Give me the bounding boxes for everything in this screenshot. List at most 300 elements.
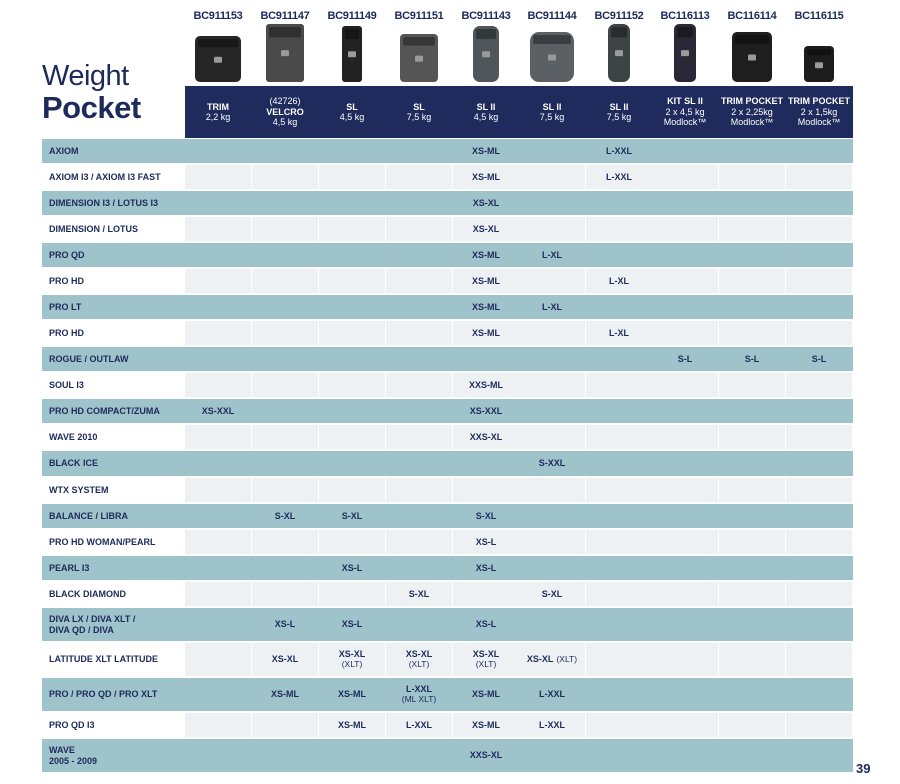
size-cell [453, 678, 519, 711]
size-cell [719, 295, 785, 319]
size-cell [252, 678, 318, 711]
size-cell [185, 269, 251, 293]
product-code: BC911147 [260, 10, 310, 22]
table-row [42, 321, 853, 345]
size-cell [519, 295, 585, 319]
size-cell [386, 556, 452, 580]
size-range: XS-XL [472, 197, 500, 208]
product-code: BC911152 [594, 10, 644, 22]
product-header-cell [453, 86, 519, 138]
size-cell [185, 191, 251, 215]
size-cell [453, 425, 519, 449]
size-range: XS-XL [338, 649, 366, 660]
size-note: (ML XLT) [401, 693, 437, 704]
size-cell [319, 451, 385, 476]
size-cell [519, 556, 585, 580]
size-cell [386, 399, 452, 423]
product-spec-line2: 4,5 kg [339, 112, 365, 122]
size-cell [586, 295, 652, 319]
row-label: BLACK DIAMOND [49, 588, 126, 599]
product-spec-line3: Modlock™ [730, 117, 774, 128]
size-cell [386, 295, 452, 319]
size-note: (XLT) [341, 658, 363, 669]
size-cell [386, 217, 452, 241]
size-range: L-XXL [406, 719, 432, 730]
size-cell [185, 373, 251, 397]
size-cell [386, 347, 452, 371]
size-cell [652, 504, 718, 528]
size-cell [185, 165, 251, 189]
size-cell [652, 678, 718, 711]
size-cell [252, 373, 318, 397]
size-cell [185, 504, 251, 528]
size-cell [786, 478, 852, 502]
size-range: XS-ML [472, 719, 500, 730]
size-range: XS-XL [271, 654, 299, 665]
weight-pocket-icon [319, 24, 385, 82]
size-cell [319, 321, 385, 345]
size-cell [519, 504, 585, 528]
product-spec-line2: 7,5 kg [539, 112, 565, 122]
size-cell [719, 347, 785, 371]
table-row [42, 139, 853, 163]
size-cell [453, 217, 519, 241]
size-cell [453, 451, 519, 476]
size-range: XS-XXL [469, 405, 503, 416]
weight-pocket-icon [652, 24, 718, 82]
size-range: S-XL [408, 588, 430, 599]
size-cell [652, 269, 718, 293]
size-cell [386, 478, 452, 502]
size-cell [586, 451, 652, 476]
product-code: BC116114 [727, 10, 777, 22]
product-header-cell [319, 86, 385, 138]
weight-pocket-image [519, 24, 585, 82]
table-row [42, 295, 853, 319]
size-cell [386, 504, 452, 528]
size-cell [586, 530, 652, 554]
size-range: L-XL [542, 301, 562, 312]
weight-pocket-icon [386, 24, 452, 82]
weight-pocket-icon [185, 24, 251, 82]
row-label: WAVE 2005 - 2009 [49, 745, 98, 766]
size-cell [652, 165, 718, 189]
size-cell [185, 713, 251, 737]
product-spec-line2: 2 x 4,5 kg [665, 106, 705, 117]
size-cell [453, 739, 519, 772]
size-cell [652, 451, 718, 476]
table-row [42, 217, 853, 241]
size-range: XXS-XL [469, 750, 503, 761]
size-cell [786, 347, 852, 371]
size-cell [319, 165, 385, 189]
size-cell [786, 608, 852, 641]
size-cell [453, 478, 519, 502]
weight-pocket-image [453, 24, 519, 82]
size-cell [786, 373, 852, 397]
table-row [42, 269, 853, 293]
size-range: XS-ML [472, 145, 500, 156]
size-range: XS-ML [472, 301, 500, 312]
size-note: (XLT) [408, 658, 430, 669]
size-cell [185, 347, 251, 371]
weight-pocket-icon [252, 24, 318, 82]
size-cell [185, 451, 251, 476]
table-row [42, 451, 853, 476]
size-cell [319, 504, 385, 528]
size-note: (XLT) [556, 654, 578, 665]
size-cell [719, 556, 785, 580]
size-range: L-XXL [539, 719, 565, 730]
size-cell [519, 165, 585, 189]
size-cell [386, 373, 452, 397]
size-cell [719, 425, 785, 449]
size-range: XS-ML [472, 249, 500, 260]
size-cell [719, 217, 785, 241]
size-range: XS-L [274, 619, 296, 630]
size-range: XS-XXL [201, 405, 235, 416]
size-range-group [527, 654, 577, 665]
table-row [42, 530, 853, 554]
size-cell [519, 269, 585, 293]
size-cell [586, 191, 652, 215]
size-cell [252, 321, 318, 345]
size-cell [519, 478, 585, 502]
size-cell [185, 295, 251, 319]
size-range: S-XL [341, 510, 363, 521]
size-range: S-XL [541, 588, 563, 599]
page-title-line-2: Pocket [42, 90, 141, 125]
size-cell [586, 373, 652, 397]
size-cell [652, 530, 718, 554]
size-cell [719, 451, 785, 476]
size-cell [252, 425, 318, 449]
product-spec-line2: VELCRO [266, 106, 304, 117]
size-cell [185, 608, 251, 641]
size-cell [719, 139, 785, 163]
size-range: L-XL [609, 327, 629, 338]
table-row [42, 399, 853, 423]
product-spec-line1: (42726) [269, 96, 301, 107]
size-cell [453, 243, 519, 267]
size-cell [185, 530, 251, 554]
product-spec-line1: TRIM POCKET [788, 96, 850, 107]
row-label: SOUL I3 [49, 379, 84, 390]
size-cell [319, 191, 385, 215]
size-range: S-XL [274, 510, 296, 521]
size-cell [319, 295, 385, 319]
size-range: S-L [677, 353, 693, 364]
table-row [42, 243, 853, 267]
size-cell [586, 713, 652, 737]
size-cell [252, 608, 318, 641]
product-spec-line1: TRIM [207, 101, 229, 112]
size-cell [719, 191, 785, 215]
size-cell [786, 556, 852, 580]
weight-pocket-icon [719, 24, 785, 82]
product-header-cell [386, 86, 452, 138]
size-cell [386, 321, 452, 345]
product-header-cell [652, 86, 718, 138]
size-cell [719, 678, 785, 711]
size-cell [319, 243, 385, 267]
row-label: PRO QD I3 [49, 719, 95, 730]
product-spec-line3: Modlock™ [797, 117, 841, 128]
size-cell [252, 713, 318, 737]
size-cell [719, 504, 785, 528]
size-cell [652, 643, 718, 676]
product-spec-line2: 7,5 kg [406, 112, 432, 122]
size-cell [453, 347, 519, 371]
product-header-cell [185, 86, 251, 138]
product-code: BC911151 [394, 10, 444, 22]
size-cell [786, 217, 852, 241]
size-cell [586, 582, 652, 606]
size-cell [386, 139, 452, 163]
size-cell [319, 139, 385, 163]
product-spec-line1: SL II [609, 101, 629, 112]
size-cell [586, 504, 652, 528]
size-cell [319, 399, 385, 423]
size-cell [519, 608, 585, 641]
size-cell [185, 425, 251, 449]
size-cell [586, 425, 652, 449]
size-cell [719, 243, 785, 267]
table-row [42, 373, 853, 397]
table-row [42, 504, 853, 528]
size-cell [786, 530, 852, 554]
size-cell [519, 530, 585, 554]
size-cell [786, 139, 852, 163]
weight-pocket-image [386, 24, 452, 82]
product-header-cell [786, 86, 852, 138]
size-cell [319, 608, 385, 641]
size-cell [185, 399, 251, 423]
size-cell [185, 139, 251, 163]
size-cell [252, 504, 318, 528]
size-cell [519, 582, 585, 606]
size-cell [319, 217, 385, 241]
size-cell [185, 217, 251, 241]
size-cell [652, 399, 718, 423]
product-code: BC116113 [660, 10, 710, 22]
product-spec-line2: 7,5 kg [606, 112, 632, 122]
product-header-cell [719, 86, 785, 138]
product-code: BC911143 [461, 10, 511, 22]
size-cell [519, 243, 585, 267]
weight-pocket-image [319, 24, 385, 82]
size-range: XS-ML [472, 327, 500, 338]
weight-pocket-image [719, 24, 785, 82]
size-cell [453, 556, 519, 580]
size-cell [386, 530, 452, 554]
row-label: AXIOM I3 / AXIOM I3 FAST [49, 171, 161, 182]
size-cell [652, 478, 718, 502]
weight-pocket-icon [786, 24, 852, 82]
size-cell [719, 373, 785, 397]
product-code: BC911153 [193, 10, 243, 22]
size-cell [185, 243, 251, 267]
row-label: BLACK ICE [49, 458, 98, 469]
size-cell [319, 347, 385, 371]
size-cell [386, 425, 452, 449]
size-cell [519, 713, 585, 737]
row-label: PRO / PRO QD / PRO XLT [49, 689, 158, 700]
row-label: WTX SYSTEM [49, 484, 109, 495]
product-spec-line1: SL II [542, 101, 562, 112]
size-cell [252, 451, 318, 476]
size-range: XS-ML [472, 171, 500, 182]
product-spec-line1: SL [346, 101, 358, 112]
size-cell [786, 582, 852, 606]
table-row [42, 478, 853, 502]
weight-pocket-image [252, 24, 318, 82]
size-range: XS-ML [338, 719, 366, 730]
page-number: 39 [856, 761, 871, 776]
size-range: XS-XL [526, 654, 554, 665]
size-cell [652, 347, 718, 371]
product-spec-line2: 2 x 1,5kg [800, 106, 838, 117]
row-label: ROGUE / OUTLAW [49, 353, 129, 364]
product-header-cell [519, 86, 585, 138]
size-cell [519, 373, 585, 397]
size-range: XS-ML [472, 275, 500, 286]
table-row [42, 713, 853, 737]
size-cell [519, 191, 585, 215]
size-range: XS-XL [472, 649, 500, 660]
size-cell [519, 451, 585, 476]
size-cell [386, 608, 452, 641]
size-cell [386, 678, 452, 711]
page-title-line-1: Weight [42, 60, 129, 92]
weight-pocket-image [185, 24, 251, 82]
size-cell [586, 739, 652, 772]
size-cell [185, 678, 251, 711]
size-cell [453, 608, 519, 641]
size-cell [252, 295, 318, 319]
size-cell [319, 739, 385, 772]
size-cell [185, 321, 251, 345]
size-cell [519, 425, 585, 449]
table-row [42, 191, 853, 215]
size-range: L-XL [542, 249, 562, 260]
size-cell [519, 217, 585, 241]
size-cell [786, 243, 852, 267]
size-cell [252, 399, 318, 423]
size-cell [719, 713, 785, 737]
size-cell [719, 165, 785, 189]
size-cell [519, 643, 585, 676]
size-cell [319, 678, 385, 711]
weight-pocket-icon [586, 24, 652, 82]
size-cell [586, 139, 652, 163]
size-cell [786, 165, 852, 189]
size-range: S-XL [475, 510, 497, 521]
row-label: WAVE 2010 [49, 431, 98, 442]
size-cell [652, 425, 718, 449]
size-cell [252, 165, 318, 189]
size-cell [319, 373, 385, 397]
row-label: AXIOM [49, 145, 79, 156]
size-range: XS-XL [472, 223, 500, 234]
size-cell [786, 321, 852, 345]
size-cell [719, 399, 785, 423]
size-cell [252, 582, 318, 606]
size-cell [252, 217, 318, 241]
table-row [42, 425, 853, 449]
size-cell [519, 678, 585, 711]
size-cell [453, 321, 519, 345]
size-cell [719, 643, 785, 676]
size-range: XS-ML [338, 689, 366, 700]
size-range: S-XXL [538, 458, 566, 469]
product-code: BC911144 [527, 10, 577, 22]
product-spec-line2: 4,5 kg [473, 112, 499, 122]
row-label: PRO LT [49, 301, 82, 312]
size-cell [586, 399, 652, 423]
size-cell [319, 269, 385, 293]
size-cell [252, 243, 318, 267]
size-cell [453, 530, 519, 554]
size-cell [252, 643, 318, 676]
weight-pocket-image [786, 24, 852, 82]
page-title [42, 62, 141, 123]
size-range: XS-L [475, 619, 497, 630]
size-cell [652, 321, 718, 345]
size-range: S-L [744, 353, 760, 364]
size-note: (XLT) [475, 658, 497, 669]
size-cell [586, 643, 652, 676]
size-cell [453, 399, 519, 423]
size-range: L-XXL [406, 684, 432, 695]
size-cell [453, 191, 519, 215]
size-cell [652, 295, 718, 319]
product-header-cell [252, 86, 318, 138]
size-cell [652, 139, 718, 163]
row-label: DIVA LX / DIVA XLT / DIVA QD / DIVA [49, 614, 136, 635]
product-spec-line1: KIT SL II [667, 96, 703, 107]
size-cell [786, 713, 852, 737]
size-cell [652, 217, 718, 241]
size-range: L-XXL [606, 171, 632, 182]
product-spec-line3: Modlock™ [663, 117, 707, 128]
size-cell [652, 191, 718, 215]
size-cell [386, 165, 452, 189]
size-cell [185, 643, 251, 676]
product-code: BC116115 [794, 10, 844, 22]
product-spec-line3: 4,5 kg [272, 117, 298, 128]
size-cell [719, 269, 785, 293]
row-label: PRO HD [49, 275, 85, 286]
size-cell [319, 425, 385, 449]
size-cell [453, 269, 519, 293]
product-spec-line2: 2 x 2,25kg [731, 106, 773, 117]
size-cell [586, 608, 652, 641]
size-cell [319, 713, 385, 737]
size-range: XS-XL [405, 649, 433, 660]
weight-pocket-image [586, 24, 652, 82]
size-cell [652, 373, 718, 397]
size-cell [586, 269, 652, 293]
size-cell [319, 478, 385, 502]
size-cell [652, 713, 718, 737]
size-cell [185, 556, 251, 580]
size-cell [386, 582, 452, 606]
size-range: S-L [811, 353, 827, 364]
size-cell [185, 739, 251, 772]
size-cell [386, 191, 452, 215]
size-cell [453, 373, 519, 397]
